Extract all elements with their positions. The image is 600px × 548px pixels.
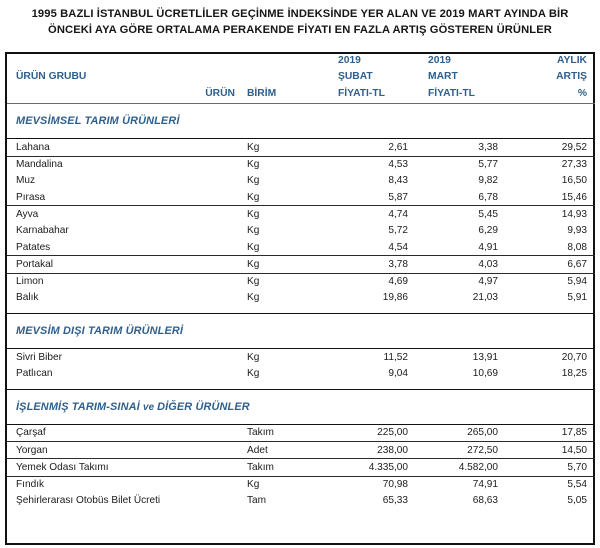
cell-increase-percent: 5,05 (567, 495, 587, 507)
cell-product-name: Karnabahar (16, 225, 69, 237)
table-row (7, 459, 595, 476)
section-title-main: İŞLENMİŞ TARIM-SINAİ (16, 400, 143, 413)
cell-march-price: 6,29 (478, 225, 498, 237)
cell-march-price: 4,97 (478, 276, 498, 288)
page-title-line-1: 1995 BAZLI İSTANBUL ÜCRETLİLER GEÇİNME İNDEKSİNDE YER ALAN VE 2019 MART AYINDA BİR (31, 8, 569, 20)
table-row (7, 223, 595, 239)
header-cell-birim (237, 54, 332, 104)
cell-march-price: 21,03 (472, 292, 498, 304)
cell-increase-percent: 16,50 (561, 175, 587, 187)
cell-increase-percent: 15,46 (512, 189, 595, 206)
cell-february-price: 8,43 (388, 175, 408, 187)
cell-unit: Kg (247, 292, 260, 304)
cell-unit: Kg (247, 351, 260, 363)
cell-product-name: Sivri Biber (16, 351, 62, 363)
cell-increase-percent: 5,70 (512, 459, 595, 476)
cell-february-price: 4,54 (332, 239, 422, 256)
cell-increase-percent: 5,94 (567, 276, 587, 288)
cell-unit: Kg (237, 239, 332, 256)
cell-product-name: Limon (16, 276, 44, 288)
cell-february-price: 19,86 (382, 292, 408, 304)
cell-product-name: Fındık (16, 479, 45, 491)
header-birim: BİRİM (247, 87, 277, 99)
table-row (7, 173, 595, 189)
header-mart-month: MART (428, 71, 458, 83)
section-header-cell (7, 389, 595, 424)
cell-product-name: Pırasa (7, 189, 237, 206)
section-header-cell (7, 104, 595, 139)
header-subat-price: FİYATI-TL (338, 87, 385, 99)
price-table (7, 54, 595, 516)
cell-february-price: 70,98 (382, 479, 408, 491)
cell-february-price: 11,52 (383, 351, 408, 363)
page-title-line-2: ÖNCEKİ AYA GÖRE ORTALAMA PERAKENDE FİYATI EN FAZLA ARTIŞ GÖSTEREN ÜRÜNLER (48, 23, 552, 36)
cell-increase-percent: 5,91 (567, 292, 587, 304)
cell-increase-percent: 29,52 (512, 139, 595, 156)
cell-unit: Kg (237, 139, 332, 156)
header-cell-product (7, 54, 237, 104)
table-row (7, 365, 595, 381)
section-header-row (7, 104, 595, 139)
table-row (7, 206, 595, 223)
cell-march-price: 68,63 (472, 495, 498, 507)
header-subat-month: ŞUBAT (338, 71, 373, 83)
header-cell-subat (332, 54, 422, 104)
cell-increase-percent: 18,25 (561, 367, 587, 379)
section-header-row (7, 389, 595, 424)
table-header (7, 54, 595, 104)
cell-march-price: 4.582,00 (422, 459, 512, 476)
section-title-suffix: DİĞER ÜRÜNLER (157, 400, 250, 413)
section-gap-row (7, 382, 595, 390)
cell-unit: Adet (237, 442, 332, 459)
table-row (7, 273, 595, 290)
table-row (7, 493, 595, 509)
cell-increase-percent: 17,85 (512, 424, 595, 441)
cell-product-name: Ayva (16, 208, 39, 220)
cell-increase-percent: 20,70 (561, 351, 587, 363)
table-row (7, 189, 595, 206)
cell-february-price: 9,04 (388, 367, 408, 379)
section-gap-cell (7, 382, 595, 390)
cell-march-price: 5,45 (478, 208, 498, 220)
cell-product-name: Lahana (7, 139, 237, 156)
section-title-conjunction: ve (142, 401, 158, 413)
cell-march-price: 3,38 (422, 139, 512, 156)
cell-february-price: 238,00 (332, 442, 422, 459)
cell-february-price: 3,78 (332, 256, 422, 273)
cell-product-name: Mandalina (16, 159, 63, 171)
cell-unit: Takım (237, 459, 332, 476)
cell-product-name: Balık (16, 292, 39, 304)
header-subat-year: 2019 (338, 55, 361, 66)
cell-february-price: 4.335,00 (332, 459, 422, 476)
table-row (7, 476, 595, 493)
cell-february-price: 225,00 (332, 424, 422, 441)
cell-product-name: Patates (7, 239, 237, 256)
cell-increase-percent: 14,50 (512, 442, 595, 459)
cell-february-price: 5,72 (388, 225, 408, 237)
section-gap-row (7, 509, 595, 516)
table-row (7, 239, 595, 256)
section-gap-cell (7, 306, 595, 314)
cell-march-price: 9,82 (478, 175, 498, 187)
cell-february-price: 65,33 (382, 495, 408, 507)
table-row (7, 349, 595, 366)
cell-unit: Kg (247, 159, 260, 171)
table-row (7, 290, 595, 306)
cell-february-price: 4,69 (388, 276, 408, 288)
table-row (7, 139, 595, 156)
header-artis-increase: ARTIŞ (556, 71, 587, 83)
cell-march-price: 13,91 (472, 351, 498, 363)
section-title (7, 390, 595, 424)
cell-unit: Kg (247, 479, 260, 491)
cell-february-price: 4,74 (388, 208, 408, 220)
header-artis-percent: % (577, 87, 587, 99)
section-header-row (7, 314, 595, 349)
cell-product-name: Çarşaf (7, 424, 237, 441)
report-title (0, 0, 600, 44)
cell-march-price: 265,00 (422, 424, 512, 441)
cell-march-price: 272,50 (422, 442, 512, 459)
section-title: MEVSİM DIŞI TARIM ÜRÜNLERİ (16, 325, 184, 338)
header-mart-year: 2019 (428, 55, 451, 66)
header-cell-mart (422, 54, 512, 104)
section-title: MEVSİMSEL TARIM ÜRÜNLERİ (16, 115, 180, 128)
section-header-cell (7, 314, 595, 349)
table-row (7, 256, 595, 273)
cell-increase-percent: 8,08 (512, 239, 595, 256)
cell-product-name: Portakal (7, 256, 237, 273)
cell-february-price: 2,61 (332, 139, 422, 156)
cell-product-name: Yemek Odası Takımı (7, 459, 237, 476)
cell-increase-percent: 27,33 (561, 159, 587, 171)
cell-march-price: 5,77 (478, 159, 498, 171)
section-gap-row (7, 306, 595, 314)
price-table-frame (5, 52, 595, 545)
cell-unit: Takım (237, 424, 332, 441)
header-artis-monthly: AYLIK (557, 55, 587, 66)
cell-march-price: 4,91 (422, 239, 512, 256)
section-gap-cell (7, 509, 595, 516)
header-mart-price: FİYATI-TL (428, 87, 475, 99)
cell-unit: Kg (247, 225, 260, 237)
header-urun: ÜRÜN (205, 87, 235, 99)
cell-february-price: 4,53 (388, 159, 408, 171)
table-row (7, 156, 595, 173)
table-row (7, 424, 595, 441)
cell-unit: Kg (247, 367, 260, 379)
cell-increase-percent: 9,93 (567, 225, 587, 237)
cell-product-name: Şehirlerarası Otobüs Bilet Ücreti (16, 495, 161, 507)
cell-increase-percent: 5,54 (567, 479, 587, 491)
table-header-row (7, 54, 595, 104)
cell-product-name: Patlıcan (16, 367, 53, 379)
cell-product-name: Muz (16, 175, 36, 187)
cell-unit: Kg (247, 175, 260, 187)
cell-unit: Tam (247, 495, 267, 507)
cell-march-price: 10,69 (472, 367, 498, 379)
cell-march-price: 74,91 (472, 479, 498, 491)
cell-unit: Kg (247, 208, 260, 220)
header-urun-grubu: ÜRÜN GRUBU (16, 71, 87, 83)
cell-unit: Kg (237, 256, 332, 273)
header-cell-artis (512, 54, 595, 104)
cell-february-price: 5,87 (332, 189, 422, 206)
cell-unit: Kg (237, 189, 332, 206)
cell-march-price: 4,03 (422, 256, 512, 273)
cell-increase-percent: 6,67 (512, 256, 595, 273)
table-body (7, 104, 595, 517)
cell-march-price: 6,78 (422, 189, 512, 206)
table-row (7, 442, 595, 459)
cell-product-name: Yorgan (7, 442, 237, 459)
cell-unit: Kg (247, 276, 260, 288)
cell-increase-percent: 14,93 (561, 208, 587, 220)
